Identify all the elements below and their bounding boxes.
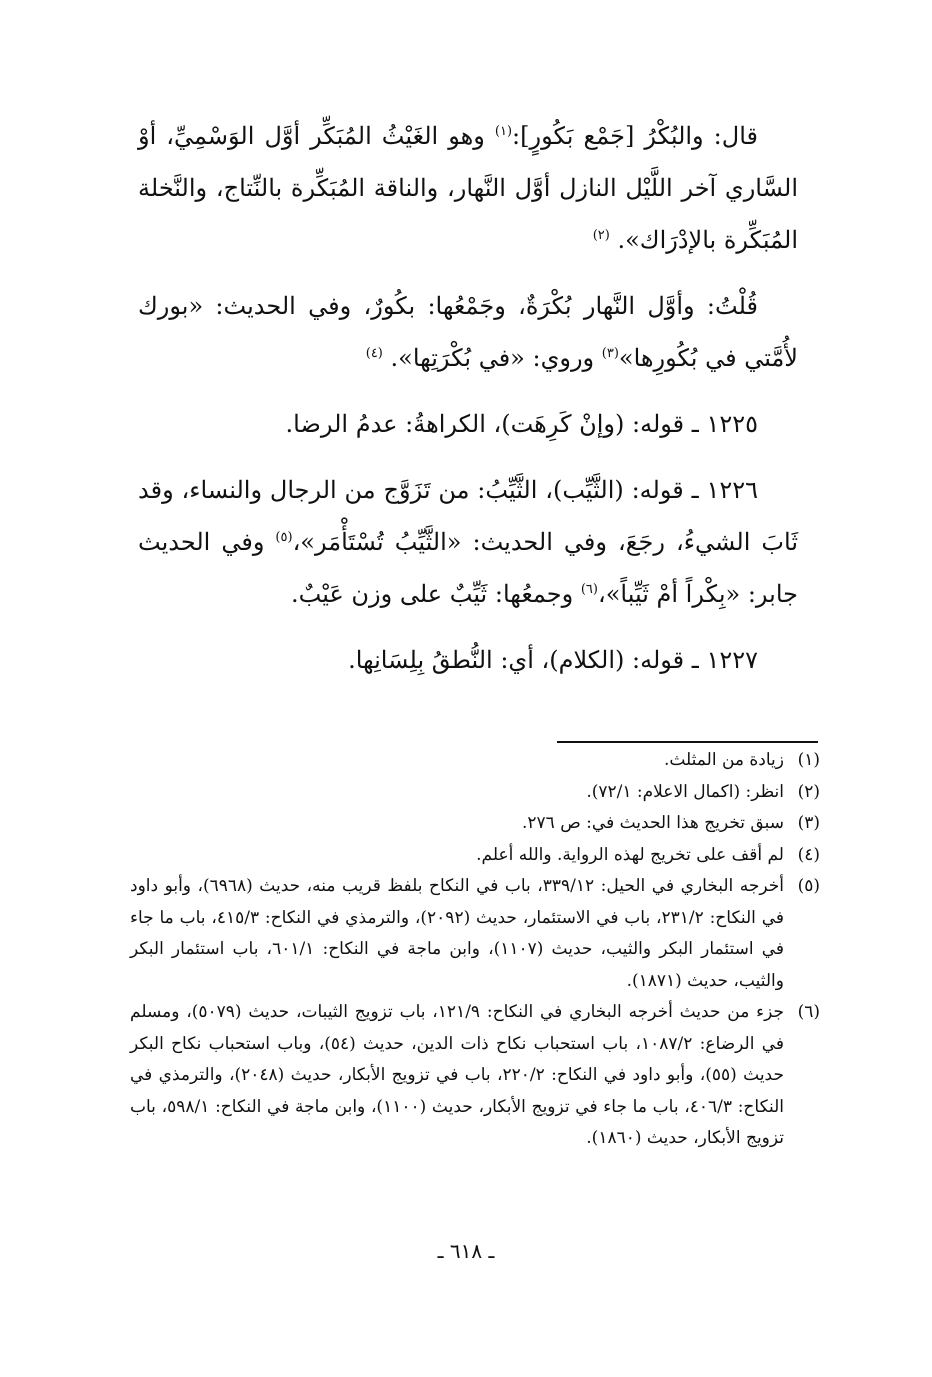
footnote-reference: (٦) (580, 582, 598, 597)
entry-text: وفي الحديث جابر: «بِكْراً أمْ ثَيِّباً»، (138, 528, 798, 608)
entry-text: ـ قوله: (الثَّيِّب)، الثَّيِّبُ: من تَزَوَّج من الرجال والنساء، وقد ثَابَ الشيءُ، رجَعَ، وفي الحديث: «الثَّيِّبُ تُسْتَأْمَر»، (138, 476, 798, 556)
footnote-divider (557, 741, 818, 743)
footnote-item (130, 840, 820, 872)
footnote-number: (٦) (797, 1002, 820, 1022)
entry-text: وجمعُها: ثَيِّبٌ على وزن عَيْبٌ. (291, 580, 581, 608)
footnote-item (130, 871, 820, 997)
entry-number: ١٢٢٦ (706, 476, 758, 504)
footnote-text: زيادة من المثلث. (663, 750, 784, 770)
footnote-number: (٣) (797, 813, 820, 833)
footnote-text: انظر: (اكمال الاعلام: ٧٢/١). (586, 781, 784, 802)
footnote-text: أخرجه البخاري في الحيل: ٣٣٩/١٢، باب في النكاح بلفظ قريب منه، حديث (٦٩٦٨)، وأبو داود في النكاح: ٢٣١/٢، باب في الاستئمار، حديث (٢٠٩٢)، والترمذي في النكاح: ٤١٥/٣، باب ما جاء في استئمار البكر والثيب، حديث (١١٠٧)، وابن ماجة في النكاح: ٦٠١/١، باب استئمار البكر والثيب، حديث (١٨٧١). (130, 876, 785, 991)
main-text (138, 110, 798, 700)
paragraph-quote (138, 110, 798, 266)
paragraph-text: قُلْتُ: وأوَّل النَّهار بُكْرَةٌ، وجَمْعُها: بكُورٌ، وفي الحديث: «بورك لأُمَّتي في بُكُورِها» (138, 292, 798, 372)
footnote-reference: (٤) (365, 346, 383, 361)
paragraph-text: وهو الغَيْثُ المُبَكِّر أوَّل الوَسْمِيِّ، أوْ السَّاري آخر اللَّيْل النازل أوَّل النَّهار، والناقة المُبَكِّرة بالنِّتاج، والنَّخلة المُبَكِّرة بالإدْرَاك». (138, 122, 798, 254)
entry-1226 (138, 464, 798, 620)
entry-text: ـ قوله: (الكلام)، أي: النُّطقُ بِلِسَانِها. (348, 646, 707, 674)
footnote-number: (٢) (797, 781, 820, 802)
footnote-text: جزء من حديث أخرجه البخاري في النكاح: ١٢١/٩، باب تزويج الثيبات، حديث (٥٠٧٩)، ومسلم في الرضاع: ١٠٨٧/٢، باب استحباب نكاح ذات الدين، حديث (٥٤)، وباب استحباب نكاح البكر حديث (٥٥)، وأبو داود في النكاح: ٢٢٠/٢، باب في تزويج الأبكار، حديث (٢٠٤٨)، والترمذي في النكاح: ٤٠٦/٣، باب ما جاء في تزويج الأبكار، حديث (١١٠٠)، وابن ماجة في النكاح: ٥٩٨/١، باب تزويج الأبكار، حديث (١٨٦٠). (130, 1002, 785, 1148)
footnote-item (130, 808, 820, 840)
footnote-reference: (٣) (601, 346, 619, 361)
footnote-number: (١) (797, 750, 820, 770)
footnote-number: (٥) (797, 876, 820, 896)
page-number: ـ ٦١٨ ـ (437, 1239, 495, 1263)
entry-number: ١٢٢٧ (706, 646, 758, 674)
footnote-item (130, 777, 820, 809)
footnotes (130, 745, 820, 1155)
footnote-reference: (٥) (275, 530, 293, 545)
footnote-text: لم أقف على تخريج لهذه الرواية. والله أعلم. (476, 844, 784, 865)
entry-number: ١٢٢٥ (706, 410, 758, 438)
footnote-text: سبق تخريج هذا الحديث في: ص ٢٧٦. (522, 813, 784, 833)
footnote-reference: (١) (494, 124, 513, 139)
entry-1227 (138, 634, 798, 686)
paragraph-text: قال: والبُكْرُ [جَمْع بَكُورٍ]: (512, 122, 758, 150)
entry-1225 (138, 398, 798, 450)
footnote-item (130, 745, 820, 777)
entry-text: ـ قوله: (وإنْ كَرِهَت)، الكراهةُ: عدمُ الرضا. (285, 410, 707, 438)
footnote-item (130, 997, 820, 1155)
paragraph-text: وروي: «في بُكْرَتِها». (390, 344, 602, 372)
footnote-reference: (٢) (592, 228, 610, 243)
footnote-number: (٤) (797, 844, 820, 865)
paragraph-commentary (138, 280, 798, 384)
